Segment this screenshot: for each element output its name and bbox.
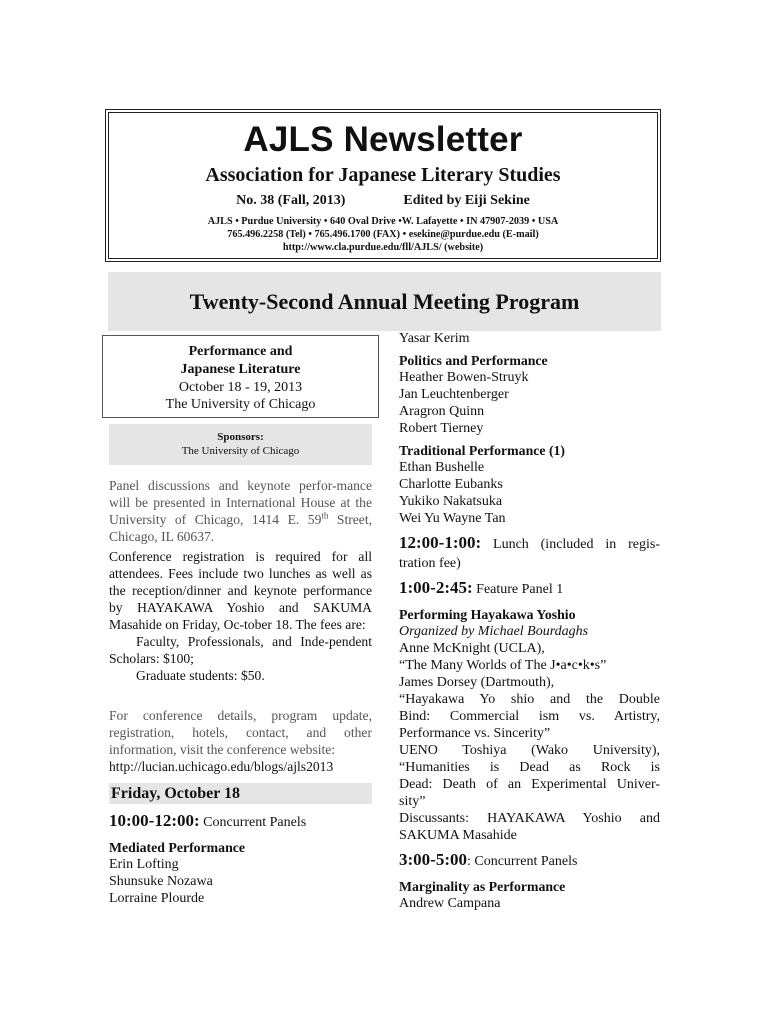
details-paragraph: For conference details, program update, registration, hotels, contact, and other information, visit the conference website: xyxy=(109,708,372,757)
afternoon-slot xyxy=(399,850,660,872)
contact-line: 765.496.2258 (Tel) • 765.496.1700 (FAX) • esekine@purdue.edu (E-mail) xyxy=(227,229,539,240)
friday-morning xyxy=(109,811,373,907)
panelist: Yasar Kerim xyxy=(399,331,470,346)
paper-title: “The Many Worlds of The J•a•c•k•s” xyxy=(399,658,607,673)
panelist: Charlotte Eubanks xyxy=(399,477,503,492)
paper-title-cont: Performance vs. Sincerity” xyxy=(399,726,551,741)
conference-venue: The University of Chicago xyxy=(165,397,316,412)
paper-title-cont: Bind: Commercial ism vs. Artistry, xyxy=(399,709,660,724)
discussants-cont: SAKUMA Masahide xyxy=(399,828,517,843)
panel-title: Mediated Performance xyxy=(109,840,245,855)
conference-website-link[interactable]: http://lucian.uchicago.edu/blogs/ajls2013 xyxy=(109,759,334,774)
presenter: James Dorsey (Dartmouth), xyxy=(399,675,555,690)
panelist: Aragron Quinn xyxy=(399,404,485,419)
panelist: Wei Yu Wayne Tan xyxy=(399,511,506,526)
panelist: Jan Leuchtenberger xyxy=(399,387,509,402)
slot-time: 10:00-12:00: xyxy=(109,811,200,830)
panel-title: Traditional Performance (1) xyxy=(399,443,566,458)
issue-line xyxy=(109,192,657,210)
association-name: Association for Japanese Literary Studies xyxy=(205,164,561,186)
panel-title: Marginality as Performance xyxy=(399,879,566,894)
newsletter-title: AJLS Newsletter xyxy=(243,120,523,159)
time-slot xyxy=(109,811,373,833)
panelist: Heather Bowen-Struyk xyxy=(399,370,529,385)
conference-name-line1: Performance and xyxy=(188,344,293,359)
registration-paragraph: Conference registration is required for all attendees. Fees include two lunches as well as the reception/dinner and keynote performance by HAYAKAWA Yoshio and SAKUMA Masahide on Friday, Oc-tober 18. The fees are: xyxy=(109,549,372,632)
lunch-slot-cont: tration fee) xyxy=(399,556,461,571)
discussants: Discussants: HAYAKAWA Yoshio and xyxy=(399,811,660,826)
day-heading: Friday, October 18 xyxy=(109,783,372,804)
address-line: AJLS • Purdue University • 640 Oval Drive •W. Lafayette • IN 47907-2039 • USA xyxy=(207,216,559,227)
panelist: Robert Tierney xyxy=(399,421,484,436)
panelist: Erin Lofting xyxy=(109,857,179,872)
address-block xyxy=(109,215,657,254)
sponsors-label: Sponsors: xyxy=(217,431,264,443)
intro-text: Panel discussions and keynote perfor-mance will be presented in International House at the University of Chicago, 1414 E. 59 xyxy=(109,478,372,527)
masthead-inner xyxy=(108,112,658,259)
intro-paragraph xyxy=(109,477,372,545)
sponsor-name: The University of Chicago xyxy=(181,445,300,457)
presenter: UENO Toshiya (Wako University), xyxy=(399,743,660,758)
slot-time: 12:00-1:00: xyxy=(399,533,482,552)
conference-dates: October 18 - 19, 2013 xyxy=(178,380,303,395)
conference-name-line2: Japanese Literature xyxy=(180,362,301,377)
sponsors-box xyxy=(109,424,372,465)
panel-title: Politics and Performance xyxy=(399,353,548,368)
paper-title: “Hayakawa Yo shio and the Double xyxy=(399,692,660,707)
conference-box xyxy=(102,335,379,418)
paper-title: “Humanities is Dead as Rock is xyxy=(399,760,660,775)
slot-time: 3:00-5:00 xyxy=(399,850,467,869)
paper-title-cont: Dead: Death of an Experimental Univer- xyxy=(399,777,660,792)
panelist: Andrew Campana xyxy=(399,896,501,911)
program-title: Twenty-Second Annual Meeting Program xyxy=(189,289,580,314)
details-block xyxy=(109,707,372,775)
panel-organizer: Organized by Michael Bourdaghs xyxy=(399,624,589,639)
panelist: Lorraine Plourde xyxy=(109,891,205,906)
program-banner xyxy=(108,272,661,331)
right-column xyxy=(399,330,660,912)
editor: Edited by Eiji Sekine xyxy=(403,193,530,208)
panelist: Shunsuke Nozawa xyxy=(109,874,213,889)
ordinal-suffix: th xyxy=(321,510,329,521)
lunch-slot xyxy=(399,533,660,555)
panelist: Yukiko Nakatsuka xyxy=(399,494,503,509)
fee-faculty: Faculty, Professionals, and Inde-pendent Scholars: $100; xyxy=(109,634,372,666)
presenter: Anne McKnight (UCLA), xyxy=(399,641,545,656)
panel-title: Performing Hayakawa Yoshio xyxy=(399,607,576,622)
masthead xyxy=(105,109,661,262)
slot-label: Lunch (included in regis- xyxy=(481,537,660,552)
slot-time: 1:00-2:45: xyxy=(399,578,473,597)
registration-block xyxy=(109,548,372,684)
panelist: Ethan Bushelle xyxy=(399,460,485,475)
website-link[interactable]: http://www.cla.purdue.edu/fll/AJLS/ (website) xyxy=(282,242,484,253)
slot-label: : Concurrent Panels xyxy=(466,854,578,869)
fee-graduate: Graduate students: $50. xyxy=(136,668,265,683)
intro-text-end: Street, Chicago, IL 60637. xyxy=(109,512,372,544)
paper-title-cont: sity” xyxy=(399,794,426,809)
slot-label: Feature Panel 1 xyxy=(472,582,564,597)
issue-number: No. 38 (Fall, 2013) xyxy=(236,193,346,208)
feature-slot xyxy=(399,578,660,600)
slot-label: Concurrent Panels xyxy=(199,815,307,830)
